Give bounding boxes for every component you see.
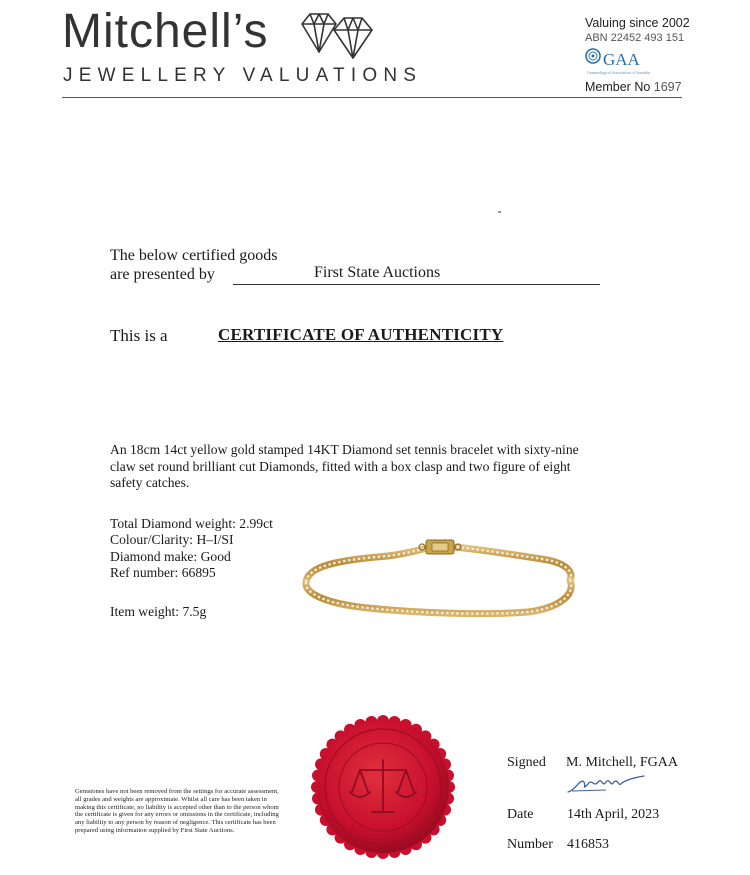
signed-value: M. Mitchell, FGAA <box>566 755 678 770</box>
handwritten-signature <box>566 774 646 794</box>
bracelet-photo <box>298 538 582 620</box>
spec-diamond-make: Diamond make: Good <box>110 548 231 564</box>
spec-colour-clarity: Colour/Clarity: H–I/SI <box>110 532 234 548</box>
header-divider <box>62 97 682 98</box>
member-number <box>585 81 682 94</box>
number-value: 416853 <box>567 837 609 852</box>
presenter-name: First State Auctions <box>314 264 441 281</box>
member-value: 1697 <box>653 80 682 94</box>
abn-number: ABN 22452 493 151 <box>585 32 685 44</box>
gaa-logo-caption: Gemmological Association of Australia <box>587 70 651 75</box>
signed-label: Signed <box>507 755 546 770</box>
number-label: Number <box>507 837 553 852</box>
diamond-logo-icon <box>298 10 374 62</box>
wax-seal-icon <box>308 712 458 862</box>
item-description: An 18cm 14ct yellow gold stamped 14KT Diamond set tennis bracelet with sixty-nine claw set round brilliant cut Diamonds, fitted with a box clasp and two figure of eight safety catches. <box>110 442 579 490</box>
date-value: 14th April, 2023 <box>567 807 660 822</box>
disclaimer-text: Gemstones have not been removed from the settings for accurate assessment, all grades and weights are approximate. Whilst all care has been taken in making this certificate, no liability is accepted other than to the person whom the certificate is given for any errors or omissions in the certificate, including any liability to any person by reason of negligence. This certificate has been prepared using information supplied by First State Auctions. <box>75 788 279 834</box>
certificate-title: CERTIFICATE OF AUTHENTICITY <box>218 325 504 344</box>
gaa-emblem-icon <box>585 48 601 64</box>
gaa-logo-text: GAA <box>603 50 640 69</box>
item-weight: Item weight: 7.5g <box>110 604 207 619</box>
spec-total-weight: Total Diamond weight: 2.99ct <box>110 516 273 531</box>
intro-line-2: are presented by <box>110 266 215 283</box>
valuing-since: Valuing since 2002 <box>585 16 690 30</box>
brand-name: Mitchell’s <box>62 5 269 58</box>
certificate-prefix: This is a <box>110 326 168 345</box>
spec-list <box>110 516 273 581</box>
scan-speck <box>498 211 501 213</box>
date-label: Date <box>507 807 534 822</box>
presenter-underline <box>233 284 600 285</box>
member-label: Member No <box>585 80 651 94</box>
spec-ref-number: Ref number: 66895 <box>110 564 216 580</box>
brand-tagline: JEWELLERY VALUATIONS <box>63 65 423 86</box>
intro-line-1: The below certified goods <box>110 247 278 264</box>
